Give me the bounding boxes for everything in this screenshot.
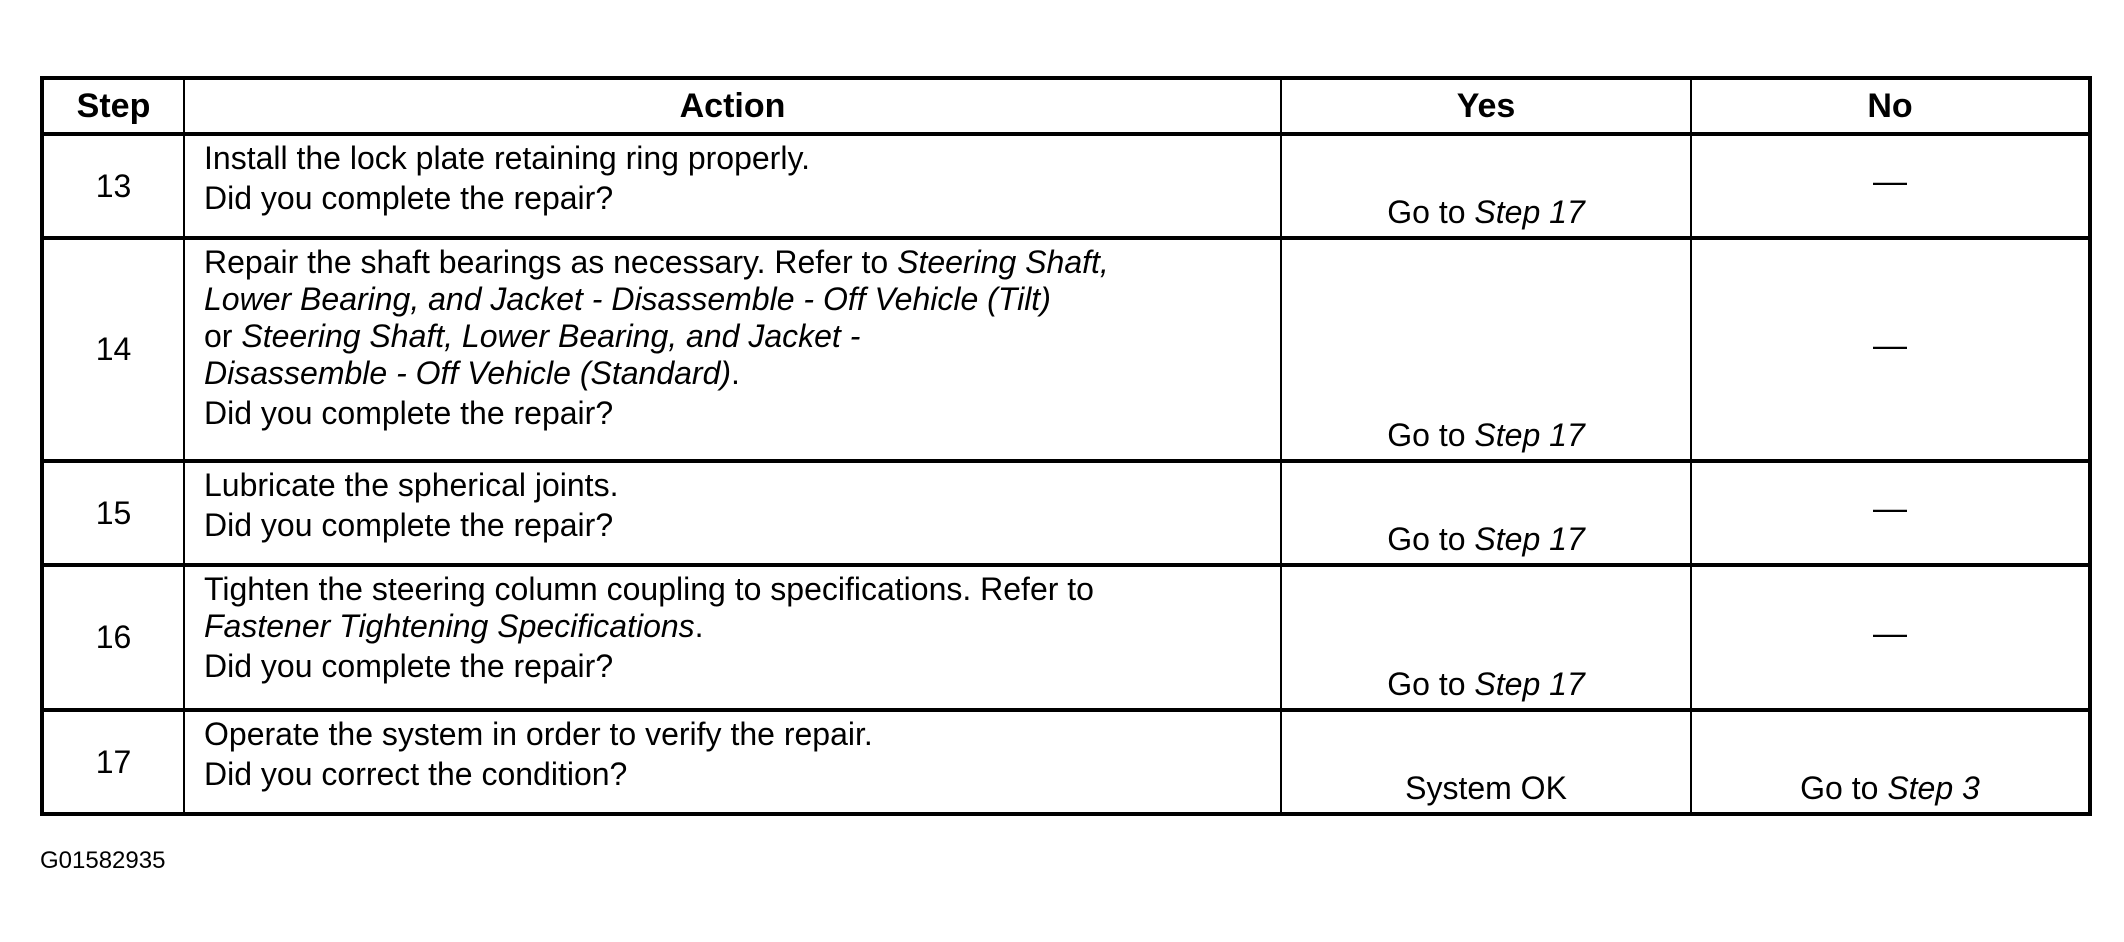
text-run: Tighten the steering column coupling to specifications. Refer to (204, 571, 1094, 607)
text-run: Install the lock plate retaining ring properly. (204, 140, 810, 176)
step-number: 17 (42, 710, 184, 814)
action-instruction (185, 240, 1280, 392)
no-dash (1692, 163, 2088, 202)
text-run: Go to (1800, 770, 1888, 806)
no-result (1692, 770, 2088, 807)
action-question: Did you complete the repair? (204, 180, 614, 216)
action-question: Did you complete the repair? (204, 507, 614, 543)
text-run: — (1873, 326, 1907, 365)
no-cell (1691, 710, 2090, 814)
text-run: Go to (1387, 666, 1475, 702)
header-yes: Yes (1281, 78, 1691, 134)
action-cell (184, 134, 1281, 238)
reference-text: Step 17 (1474, 521, 1585, 557)
reference-text: Steering Shaft, Lower Bearing, and Jacket - (241, 318, 861, 354)
text-run: Go to (1387, 521, 1475, 557)
yes-result (1282, 194, 1690, 231)
no-cell (1691, 461, 2090, 565)
no-cell (1691, 565, 2090, 710)
table-row (42, 238, 2090, 461)
action-question: Did you complete the repair? (204, 648, 614, 684)
text-run: or (204, 318, 242, 354)
yes-cell (1281, 134, 1691, 238)
step-number: 16 (42, 565, 184, 710)
no-cell (1691, 238, 2090, 461)
yes-cell (1281, 565, 1691, 710)
action-instruction (185, 712, 1280, 753)
no-dash (1692, 326, 2088, 365)
text-run: — (1873, 614, 1907, 653)
table-row (42, 565, 2090, 710)
step-number: 13 (42, 134, 184, 238)
text-run: . (694, 608, 704, 644)
reference-text: Fastener Tightening Specifications (204, 608, 695, 644)
reference-text: Step 17 (1474, 666, 1585, 702)
text-run: System OK (1405, 770, 1567, 806)
action-cell (184, 461, 1281, 565)
text-run: Repair the shaft bearings as necessary. Refer to (204, 244, 898, 280)
header-no: No (1691, 78, 2090, 134)
yes-result (1282, 417, 1690, 454)
no-dash (1692, 490, 2088, 529)
reference-text: Steering Shaft, (897, 244, 1109, 280)
table-row (42, 134, 2090, 238)
header-step: Step (42, 78, 184, 134)
text-run: . (731, 355, 740, 391)
no-cell (1691, 134, 2090, 238)
action-question: Did you correct the condition? (204, 756, 628, 792)
action-cell (184, 238, 1281, 461)
text-run: Lubricate the spherical joints. (204, 467, 619, 503)
table-body (42, 134, 2090, 814)
yes-cell (1281, 238, 1691, 461)
figure-id: G01582935 (40, 847, 166, 874)
reference-text: Step 3 (1887, 770, 1980, 806)
yes-result (1282, 770, 1690, 807)
yes-cell (1281, 461, 1691, 565)
action-instruction (185, 463, 1280, 504)
table-row (42, 461, 2090, 565)
action-cell (184, 710, 1281, 814)
diagnostic-table (40, 76, 2092, 816)
action-cell (184, 565, 1281, 710)
text-run: — (1873, 162, 1907, 201)
action-instruction (185, 136, 1280, 177)
step-number: 15 (42, 461, 184, 565)
text-run: Operate the system in order to verify the repair. (204, 716, 873, 752)
text-run: Go to (1387, 417, 1475, 453)
text-run: Go to (1387, 194, 1475, 230)
reference-text: Disassemble - Off Vehicle (Standard) (204, 355, 732, 391)
no-dash (1692, 614, 2088, 653)
action-instruction (185, 567, 1280, 645)
reference-text: Lower Bearing, and Jacket - Disassemble - Off Vehicle (Tilt) (204, 281, 1051, 317)
action-question: Did you complete the repair? (204, 395, 614, 431)
yes-result (1282, 666, 1690, 703)
header-row (42, 78, 2090, 134)
yes-cell (1281, 710, 1691, 814)
header-action: Action (184, 78, 1281, 134)
reference-text: Step 17 (1474, 417, 1585, 453)
table-row (42, 710, 2090, 814)
text-run: — (1873, 489, 1907, 528)
reference-text: Step 17 (1474, 194, 1585, 230)
yes-result (1282, 521, 1690, 558)
step-number: 14 (42, 238, 184, 461)
